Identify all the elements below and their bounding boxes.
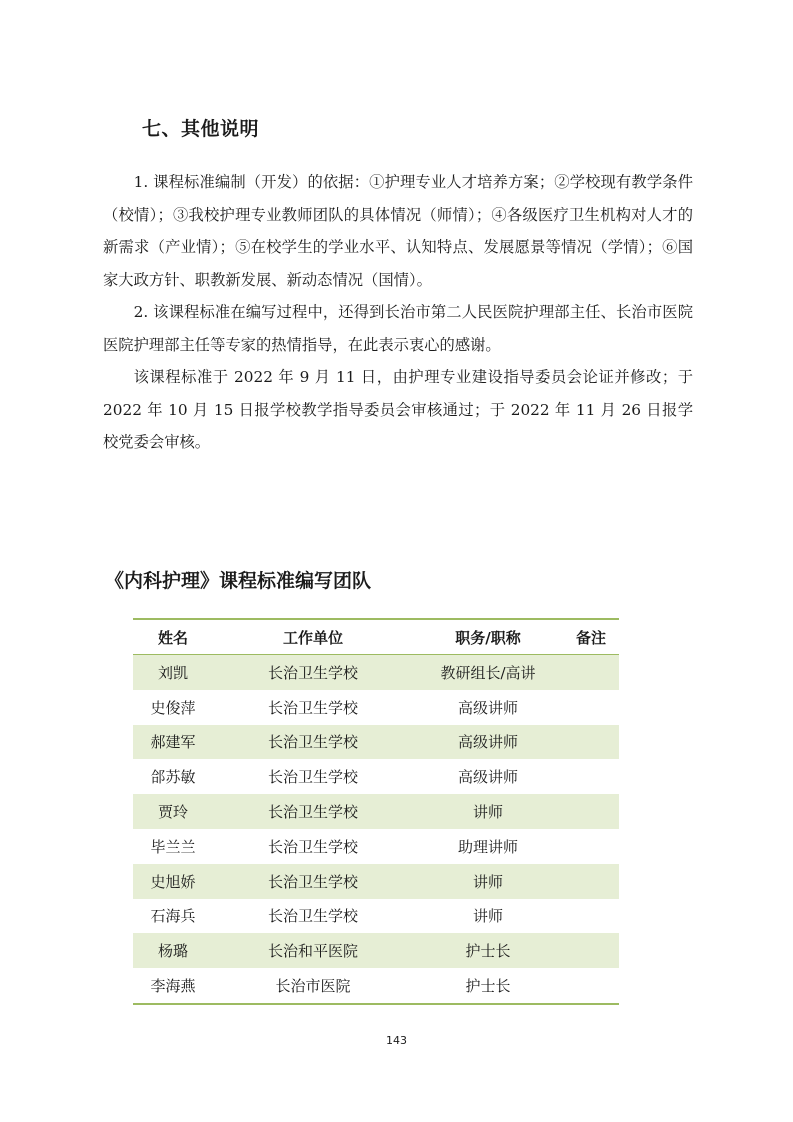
table-row <box>133 933 619 968</box>
cell-note <box>563 864 619 899</box>
cell-unit: 长治和平医院 <box>213 933 413 968</box>
table-row <box>133 864 619 899</box>
cell-title: 助理讲师 <box>457 837 518 856</box>
cell-unit: 长治卫生学校 <box>213 864 413 899</box>
cell-unit: 长治卫生学校 <box>267 768 358 787</box>
cell-note <box>563 690 619 725</box>
cell-note <box>563 794 619 829</box>
body-text <box>103 166 693 459</box>
cell-unit: 长治卫生学校 <box>213 794 413 829</box>
cell-name: 史旭娇 <box>133 864 213 899</box>
column-header-title: 职务/职称 <box>413 619 563 655</box>
cell-note <box>563 899 619 934</box>
table-row <box>133 655 619 690</box>
cell-unit: 长治卫生学校 <box>267 907 358 926</box>
cell-unit: 长治卫生学校 <box>213 655 413 690</box>
cell-title: 讲师 <box>413 794 563 829</box>
team-table <box>133 618 619 1005</box>
table-row <box>133 829 619 864</box>
cell-note <box>563 968 619 1004</box>
cell-name: 史俊萍 <box>150 698 196 717</box>
cell-name: 毕兰兰 <box>150 837 196 856</box>
cell-name: 石海兵 <box>150 907 196 926</box>
table-row <box>133 690 619 725</box>
paragraph-acknowledgement: 2. 该课程标准在编写过程中，还得到长治市第二人民医院护理部主任、长治市医院医院护理部主任等专家的热情指导，在此表示衷心的感谢。 <box>103 303 693 354</box>
cell-unit: 长治卫生学校 <box>267 837 358 856</box>
cell-title: 讲师 <box>413 864 563 899</box>
page-number: 143 <box>386 1034 407 1047</box>
cell-title: 高级讲师 <box>457 698 518 717</box>
table-row <box>133 794 619 829</box>
cell-unit: 长治卫生学校 <box>213 725 413 760</box>
table-row <box>133 759 619 794</box>
column-header-note: 备注 <box>563 619 619 655</box>
cell-unit: 长治卫生学校 <box>267 698 358 717</box>
team-heading: 《内科护理》课程标准编写团队 <box>105 570 372 592</box>
cell-name: 贾玲 <box>133 794 213 829</box>
section-heading: 七、其他说明 <box>142 118 260 140</box>
cell-name: 刘凯 <box>133 655 213 690</box>
cell-note <box>563 829 619 864</box>
cell-title: 高级讲师 <box>413 725 563 760</box>
cell-note <box>563 933 619 968</box>
cell-title: 教研组长/高讲 <box>413 655 563 690</box>
paragraph-basis: 1. 课程标准编制（开发）的依据：①护理专业人才培养方案；②学校现有教学条件（校情）；③我校护理专业教师团队的具体情况（师情）；④各级医疗卫生机构对人才的新需求（产业情）；⑤在校学生的学业水平、认知特点、发展愿景等情况（学情）；⑥国家大政方针、职教新发展、新动态情况（国情）。 <box>103 173 693 289</box>
paragraph-approval: 该课程标准于 2022 年 9 月 11 日，由护理专业建设指导委员会论证并修改；于 2022 年 10 月 15 日报学校教学指导委员会审核通过；于 2022 年 11 月 26 日报学校党委会审核。 <box>103 368 693 451</box>
cell-unit: 长治市医院 <box>275 977 351 996</box>
table-row <box>133 899 619 934</box>
cell-title: 高级讲师 <box>457 768 518 787</box>
cell-name: 郝建军 <box>133 725 213 760</box>
column-header-unit: 工作单位 <box>213 619 413 655</box>
cell-note <box>563 759 619 794</box>
column-header-name: 姓名 <box>133 619 213 655</box>
cell-title: 讲师 <box>472 907 503 926</box>
cell-name: 郃苏敏 <box>150 768 196 787</box>
cell-note <box>563 725 619 760</box>
cell-title: 护士长 <box>465 977 511 996</box>
cell-name: 杨璐 <box>133 933 213 968</box>
table-row <box>133 725 619 760</box>
cell-name: 李海燕 <box>150 977 196 996</box>
cell-title: 护士长 <box>413 933 563 968</box>
cell-note <box>563 655 619 690</box>
table-header-row <box>133 619 619 655</box>
table-row <box>133 968 619 1004</box>
